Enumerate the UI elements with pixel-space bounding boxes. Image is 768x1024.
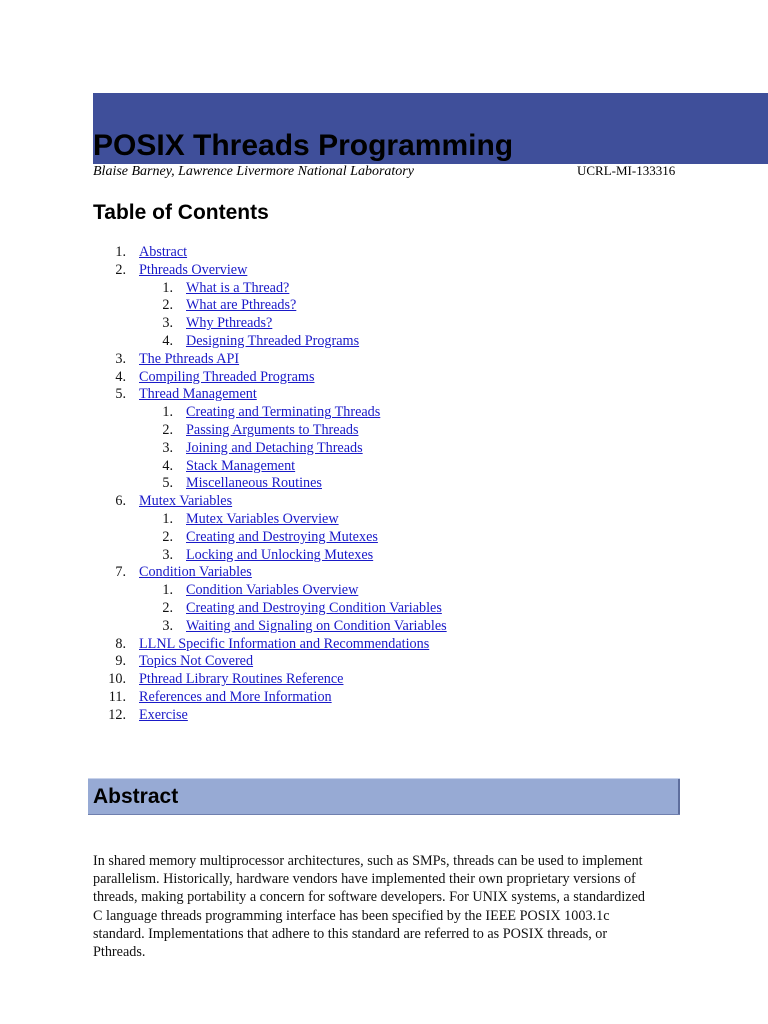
toc-item — [93, 369, 653, 387]
toc-subitem — [93, 297, 653, 315]
toc-link[interactable]: Creating and Destroying Condition Variables — [186, 599, 442, 616]
toc-subitem — [93, 440, 653, 458]
toc-item-number: 1. — [162, 279, 173, 296]
toc-link[interactable]: Creating and Terminating Threads — [186, 404, 381, 421]
toc-item-number: 9. — [115, 653, 126, 670]
toc-subitem — [93, 529, 653, 547]
toc-subitem — [93, 404, 653, 422]
toc-subitem — [93, 475, 653, 493]
toc-link[interactable]: Locking and Unlocking Mutexes — [186, 546, 374, 563]
toc-item — [93, 244, 653, 262]
toc-subitem — [93, 511, 653, 529]
toc-item — [93, 493, 653, 511]
toc-link[interactable]: Why Pthreads? — [186, 315, 273, 332]
toc-link[interactable]: Exercise — [139, 706, 188, 723]
toc-item-number: 2. — [115, 261, 126, 278]
toc-item-number: 3. — [162, 546, 173, 563]
toc-item-number: 2. — [162, 421, 173, 438]
toc-item — [93, 671, 653, 689]
toc-subitem — [93, 280, 653, 298]
toc-item-number: 8. — [115, 635, 126, 652]
toc-item-number: 1. — [115, 244, 126, 260]
toc-link[interactable]: Joining and Detaching Threads — [186, 439, 363, 456]
toc-link[interactable]: Designing Threaded Programs — [186, 332, 360, 349]
toc-link[interactable]: What are Pthreads? — [186, 297, 297, 314]
toc-link[interactable]: Mutex Variables Overview — [186, 510, 339, 527]
toc-link[interactable]: What is a Thread? — [186, 279, 290, 296]
toc-item — [93, 262, 653, 280]
toc-link[interactable]: Passing Arguments to Threads — [186, 421, 359, 438]
toc-link[interactable]: Thread Management — [139, 386, 257, 403]
toc-item-number: 4. — [162, 457, 173, 474]
toc-link[interactable]: Mutex Variables — [139, 493, 233, 510]
toc-item-number: 1. — [162, 582, 173, 599]
toc-link[interactable]: Topics Not Covered — [139, 653, 254, 670]
toc-link[interactable]: Creating and Destroying Mutexes — [186, 528, 378, 545]
toc-item-number: 3. — [162, 617, 173, 634]
toc-item-number: 3. — [115, 350, 126, 367]
toc-link[interactable]: Abstract — [139, 244, 188, 260]
toc-item-number: 2. — [162, 528, 173, 545]
toc-link[interactable]: References and More Information — [139, 688, 332, 705]
toc-subitem — [93, 618, 653, 636]
toc-link[interactable]: LLNL Specific Information and Recommendations — [139, 635, 430, 652]
toc-subitem — [93, 582, 653, 600]
document-id: UCRL-MI-133316 — [577, 163, 676, 178]
toc-subitem — [93, 547, 653, 565]
toc-item-number: 4. — [162, 332, 173, 349]
toc-item-number: 1. — [162, 510, 173, 527]
toc-item-number: 1. — [162, 404, 173, 421]
toc-item-number: 5. — [115, 386, 126, 403]
toc-item-number: 11. — [108, 688, 126, 705]
toc-link[interactable]: Pthreads Overview — [139, 261, 248, 278]
toc-item — [93, 564, 653, 582]
toc-link[interactable]: Miscellaneous Routines — [186, 475, 322, 492]
toc-item-number: 3. — [162, 439, 173, 456]
toc-subitem — [93, 333, 653, 351]
toc-link[interactable]: The Pthreads API — [139, 350, 240, 367]
toc-item-number: 12. — [108, 706, 126, 723]
toc-item-number: 2. — [162, 599, 173, 616]
toc-link[interactable]: Condition Variables Overview — [186, 582, 359, 599]
toc-item-number: 2. — [162, 297, 173, 314]
toc-item — [93, 636, 653, 654]
toc-item-number: 7. — [115, 564, 126, 581]
abstract-heading: Abstract — [93, 785, 179, 808]
toc-item — [93, 707, 653, 725]
toc-item — [93, 653, 653, 671]
toc-link[interactable]: Condition Variables — [139, 564, 252, 581]
toc-item-number: 5. — [162, 475, 173, 492]
toc-link[interactable]: Waiting and Signaling on Condition Variables — [186, 617, 447, 634]
toc-item-number: 6. — [115, 493, 126, 510]
toc-item — [93, 351, 653, 369]
toc-item-number: 10. — [108, 671, 126, 688]
toc-item-number: 3. — [162, 315, 173, 332]
toc-heading: Table of Contents — [93, 201, 269, 224]
author-byline: Blaise Barney, Lawrence Livermore National Laboratory — [93, 164, 414, 179]
toc-item-number: 4. — [115, 368, 126, 385]
toc-link[interactable]: Compiling Threaded Programs — [139, 368, 315, 385]
toc-subitem — [93, 458, 653, 476]
toc-subitem — [93, 315, 653, 333]
toc-link[interactable]: Stack Management — [186, 457, 296, 474]
toc-link[interactable]: Pthread Library Routines Reference — [139, 671, 344, 688]
table-of-contents — [93, 244, 653, 725]
page-title: POSIX Threads Programming — [93, 129, 514, 162]
toc-subitem — [93, 422, 653, 440]
toc-item — [93, 386, 653, 404]
abstract-paragraph: In shared memory multiprocessor architectures, such as SMPs, threads can be used to implement parallelism. Historically, hardware vendors have implemented their own proprietary versions of threads, making portability a concern for software developers. For UNIX systems, a standardized C language threads programming interface has been specified by the IEEE POSIX 1003.1c standard. Implementations that adhere to this standard are referred to as POSIX threads, or Pthreads. — [93, 853, 645, 961]
toc-item — [93, 689, 653, 707]
toc-subitem — [93, 600, 653, 618]
